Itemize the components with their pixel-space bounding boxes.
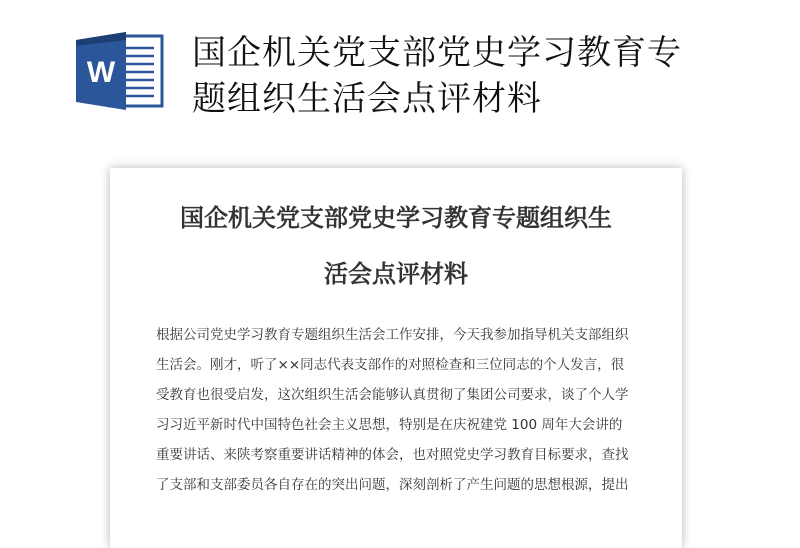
document-page (110, 168, 682, 548)
page-title-line-1: 国企机关党支部党史学习教育专 (192, 33, 682, 73)
document-body (156, 320, 642, 500)
body-line: 习习近平新时代中国特色社会主义思想，特别是在庆祝建党 100 周年大会讲的 (156, 417, 623, 433)
body-line: 生活会。刚才，听了××同志代表支部作的对照检查和三位同志的个人发言，很 (156, 357, 625, 373)
page-title-line-2: 题组织生活会点评材料 (192, 79, 542, 119)
header (0, 0, 800, 150)
body-line: 受教育也很受启发，这次组织生活会能够认真贯彻了集团公司要求，谈了个人学 (156, 387, 629, 403)
word-letter: W (86, 56, 116, 89)
page-title (192, 30, 792, 122)
word-document-icon (76, 30, 164, 112)
document-title (110, 190, 682, 302)
body-line: 根据公司党史学习教育专题组织生活会工作安排，今天我参加指导机关支部组织 (156, 327, 629, 343)
body-line: 了支部和支部委员各自存在的突出问题，深刻剖析了产生问题的思想根源，提出 (156, 477, 629, 493)
document-title-line-2: 活会点评材料 (324, 260, 468, 288)
document-title-line-1: 国企机关党支部党史学习教育专题组织生 (180, 204, 612, 232)
body-line: 重要讲话、来陕考察重要讲话精神的体会，也对照党史学习教育目标要求，查找 (156, 447, 629, 463)
